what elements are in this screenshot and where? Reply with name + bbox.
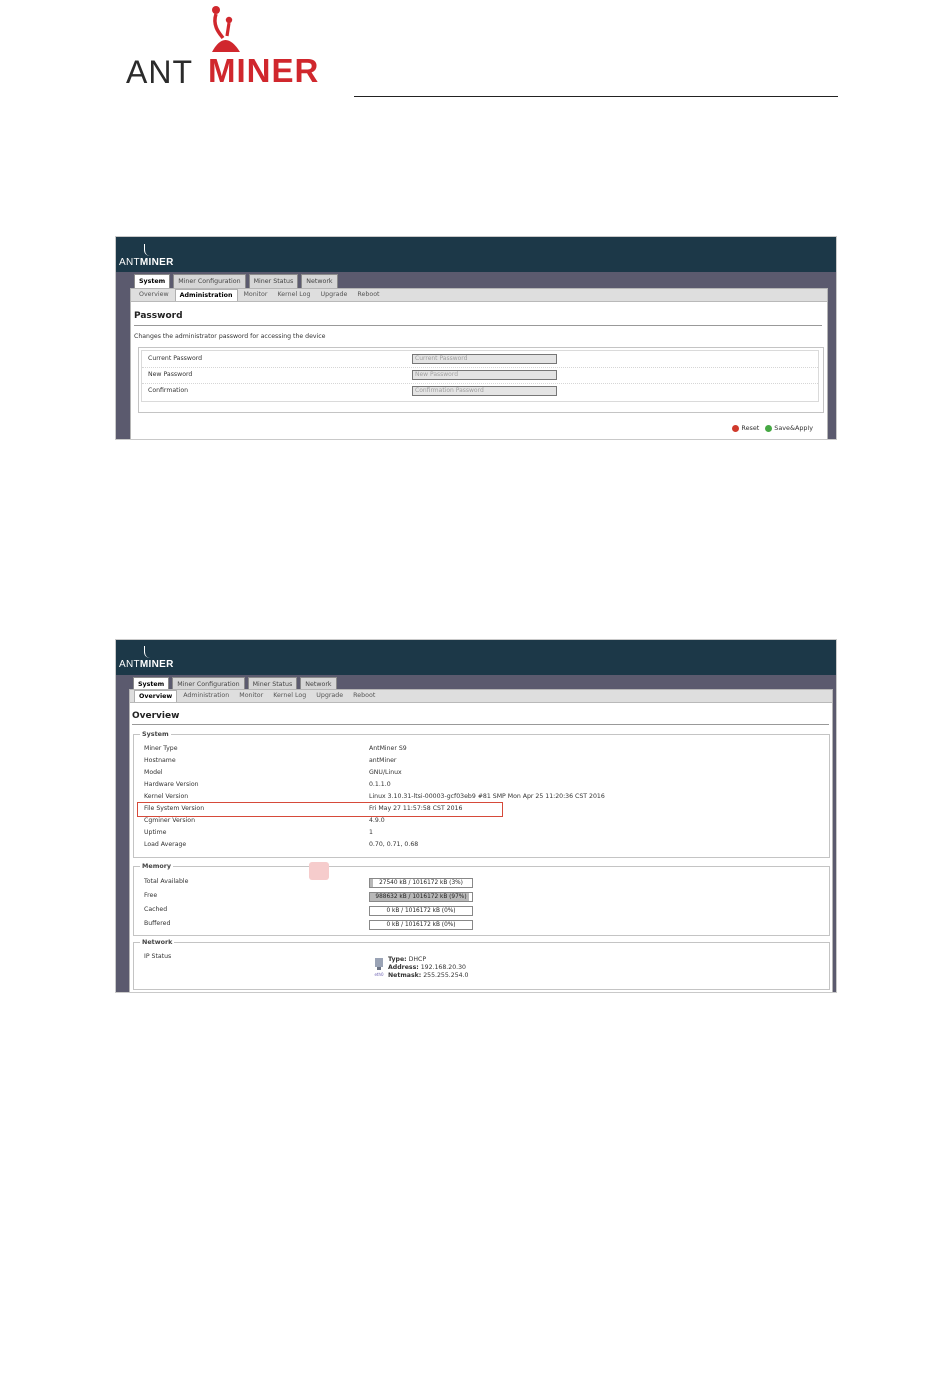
sub-tabs <box>130 690 832 703</box>
mini-logo-antenna-icon <box>144 244 153 256</box>
tab-miner-status[interactable]: Miner Status <box>249 274 299 288</box>
title-divider <box>132 724 829 725</box>
network-legend: Network <box>142 938 173 946</box>
content-panel <box>130 288 828 440</box>
page-title: Overview <box>132 711 180 721</box>
page-description: Changes the administrator password for accessing the device <box>134 333 326 340</box>
watermark-icon <box>309 862 329 880</box>
memory-bar: 27540 kB / 1016172 kB (3%) <box>369 878 473 888</box>
info-label: Uptime <box>144 829 167 836</box>
ip-netmask: 255.255.254.0 <box>423 972 469 979</box>
info-value: 0.1.1.0 <box>369 781 391 788</box>
ethernet-icon <box>372 957 386 977</box>
tab-miner-configuration[interactable]: Miner Configuration <box>172 677 244 691</box>
ip-address: 192.168.20.30 <box>420 964 466 971</box>
tab-network[interactable]: Network <box>300 677 336 691</box>
confirmation-input[interactable]: Confirmation Password <box>412 386 557 396</box>
memory-label: Buffered <box>144 920 171 927</box>
info-value: antMiner <box>369 757 397 764</box>
new-password-label: New Password <box>148 371 193 378</box>
info-label: Hostname <box>144 757 176 764</box>
tab-miner-status[interactable]: Miner Status <box>248 677 298 691</box>
save-apply-label: Save&Apply <box>774 424 813 432</box>
info-value: 0.70, 0.71, 0.68 <box>369 841 419 848</box>
top-banner <box>116 237 836 272</box>
reset-button[interactable] <box>732 424 759 432</box>
memory-label: Cached <box>144 906 168 913</box>
subtab-upgrade[interactable]: Upgrade <box>316 692 344 699</box>
info-value: 4.9.0 <box>369 817 385 824</box>
info-value: AntMiner S9 <box>369 745 407 752</box>
subtab-overview[interactable]: Overview <box>134 690 177 702</box>
file-system-version-highlight <box>137 802 503 817</box>
sub-tabs <box>131 289 827 302</box>
mini-logo: ANTMINER <box>119 659 174 670</box>
confirmation-label: Confirmation <box>148 387 189 394</box>
new-password-input[interactable]: New Password <box>412 370 557 380</box>
info-label: File System Version <box>144 805 205 812</box>
info-label: Load Average <box>144 841 187 848</box>
info-label: Hardware Version <box>144 781 199 788</box>
info-label: Model <box>144 769 163 776</box>
page-title: Password <box>134 311 183 321</box>
overview-screenshot <box>115 639 837 993</box>
subtab-reboot[interactable]: Reboot <box>357 291 380 298</box>
reset-icon <box>732 425 739 432</box>
info-value: Linux 3.10.31-ltsi-00003-gcf03eb9 #81 SMP Mon Apr 25 11:20:36 CST 2016 <box>369 793 605 800</box>
password-fieldset <box>138 347 824 413</box>
ethernet-caption: eth0 <box>374 972 384 977</box>
subtab-monitor[interactable]: Monitor <box>239 692 264 699</box>
memory-fieldset <box>133 862 830 936</box>
logo-miner-text: MINER <box>208 52 320 89</box>
mini-logo-antenna-icon <box>144 646 153 658</box>
memory-bar: 0 kB / 1016172 kB (0%) <box>369 906 473 916</box>
antminer-logo-antenna-icon <box>210 4 250 52</box>
tab-system[interactable]: System <box>134 274 170 290</box>
tab-system[interactable]: System <box>133 677 169 693</box>
memory-label: Free <box>144 892 158 899</box>
reset-label: Reset <box>741 424 760 432</box>
info-label: Cgminer Version <box>144 817 195 824</box>
tab-miner-configuration[interactable]: Miner Configuration <box>173 274 245 288</box>
subtab-administration[interactable]: Administration <box>175 289 238 301</box>
subtab-monitor[interactable]: Monitor <box>243 291 268 298</box>
ip-type: DHCP <box>408 956 427 963</box>
administration-screenshot <box>115 236 837 440</box>
save-apply-icon <box>765 425 772 432</box>
logo-ant-text: ANT <box>126 54 193 90</box>
memory-label: Total Available <box>144 878 189 885</box>
info-value: Fri May 27 11:57:58 CST 2016 <box>369 805 463 812</box>
subtab-administration[interactable]: Administration <box>183 692 230 699</box>
top-banner <box>116 640 836 675</box>
info-value: GNU/Linux <box>369 769 402 776</box>
tab-network[interactable]: Network <box>301 274 337 288</box>
password-rows <box>141 350 819 402</box>
form-actions <box>732 424 813 432</box>
ip-status-label: IP Status <box>144 953 172 960</box>
subtab-kernel-log[interactable]: Kernel Log <box>277 291 311 298</box>
confirmation-row <box>142 383 818 399</box>
current-password-label: Current Password <box>148 355 203 362</box>
save-apply-button[interactable] <box>765 424 813 432</box>
new-password-row <box>142 367 818 384</box>
content-panel <box>129 689 833 993</box>
current-password-row <box>142 351 818 368</box>
ip-details: Type: DHCP Address: 192.168.20.30 Netmask: 255.255.254.0 <box>388 956 469 979</box>
antminer-logo <box>126 4 336 90</box>
info-value: 1 <box>369 829 373 836</box>
title-divider <box>134 325 822 326</box>
subtab-overview[interactable]: Overview <box>139 291 169 298</box>
memory-bar: 0 kB / 1016172 kB (0%) <box>369 920 473 930</box>
memory-bar: 988632 kB / 1016172 kB (97%) <box>369 892 473 902</box>
current-password-input[interactable]: Current Password <box>412 354 557 364</box>
memory-legend: Memory <box>142 862 172 870</box>
system-legend: System <box>142 730 169 738</box>
network-fieldset <box>133 938 830 990</box>
info-label: Miner Type <box>144 745 178 752</box>
system-fieldset <box>133 730 830 858</box>
info-label: Kernel Version <box>144 793 189 800</box>
subtab-upgrade[interactable]: Upgrade <box>320 291 348 298</box>
header-divider <box>354 96 838 97</box>
mini-logo: ANTMINER <box>119 257 174 268</box>
subtab-reboot[interactable]: Reboot <box>353 692 376 699</box>
subtab-kernel-log[interactable]: Kernel Log <box>273 692 307 699</box>
